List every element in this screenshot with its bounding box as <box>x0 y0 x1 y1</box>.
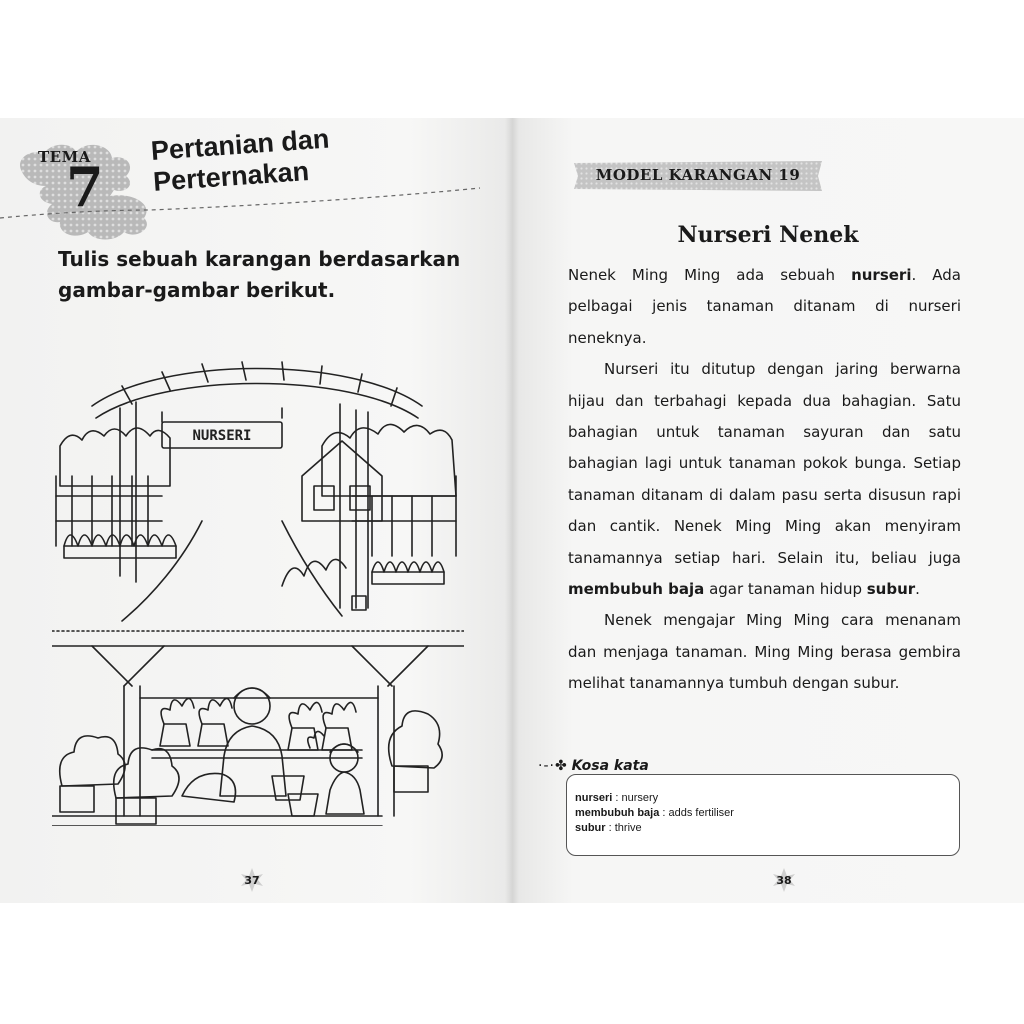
instruction-line-2: gambar-gambar berikut. <box>58 278 336 302</box>
right-page <box>512 118 1024 903</box>
tema-number: 7 <box>66 155 104 219</box>
essay-paragraph-3 <box>568 605 961 699</box>
essay-text: Nenek Ming Ming ada sebuah <box>568 266 852 284</box>
essay-keyword: subur <box>866 580 916 599</box>
essay-body <box>568 260 961 700</box>
nursery-illustration <box>52 346 464 826</box>
kosa-item <box>575 791 734 806</box>
model-banner <box>574 161 822 191</box>
instruction-text <box>58 244 478 306</box>
page-number-left-text: 37 <box>244 874 260 887</box>
essay-text: agar tanaman hidup <box>704 580 867 599</box>
theme-title-line-2: Perternakan <box>152 156 310 197</box>
book-spread <box>0 118 1024 903</box>
instruction-line-1: Tulis sebuah karangan berdasarkan <box>58 247 461 271</box>
kosa-kata-heading-text: Kosa kata <box>571 758 649 774</box>
essay-paragraph-1 <box>568 260 961 354</box>
essay-paragraph-2 <box>568 354 961 605</box>
page-number-left <box>232 866 272 896</box>
kosa-term: subur <box>575 822 606 834</box>
kosa-meaning: : thrive <box>605 822 642 834</box>
essay-text: . Ada pelbagai jenis tanaman ditanam di nurseri neneknya. <box>568 266 961 347</box>
kosa-term: membubuh baja <box>575 807 660 819</box>
kosa-item <box>575 821 734 836</box>
kosa-meaning: : nursery <box>612 792 659 804</box>
page-number-right <box>764 866 804 896</box>
kosa-kata-box <box>566 774 960 856</box>
bottom-scene-planting <box>52 646 464 826</box>
essay-keyword: nurseri <box>851 266 912 284</box>
essay-text: . <box>915 580 920 599</box>
left-page <box>0 118 512 903</box>
page-number-right-text: 38 <box>776 874 792 887</box>
essay-keyword: membubuh baja <box>568 580 705 599</box>
kosa-item <box>575 806 734 821</box>
nursery-sign-text: NURSERI <box>192 428 252 444</box>
essay-text: Nenek mengajar Ming Ming cara menanam dan menjaga tanaman. Ming Ming berasa gembira melihat tanamannya tumbuh dengan subur. <box>568 611 961 693</box>
model-label: MODEL KARANGAN 19 <box>595 166 801 184</box>
top-scene-nursery-gate <box>52 362 464 631</box>
kosa-kata-heading <box>538 758 649 774</box>
essay-text: Nurseri itu ditutup dengan jaring berwarna hijau dan terbahagi kepada dua bahagian. Satu bahagian untuk tanaman sayuran dan satu bahagian lagi untuk tanaman pokok bunga. Setiap tanaman ditanam di dalam pasu serta disusun rapi dan cantik. Nenek Ming Ming akan menyiram tanamannya setiap hari. Selain itu, beliau juga <box>568 360 961 567</box>
dashed-divider <box>0 118 512 238</box>
kosa-kata-list <box>575 791 734 836</box>
kosa-term: nurseri <box>575 792 613 804</box>
tema-label: TEMA <box>38 148 91 166</box>
theme-title-line-1: Pertanian dan <box>150 123 331 166</box>
essay-title: Nurseri Nenek <box>677 222 859 248</box>
kosa-dots-icon: ·-· <box>538 758 555 774</box>
book-gutter <box>505 118 519 903</box>
clover-icon: ✤ <box>554 758 567 774</box>
kosa-meaning: : adds fertiliser <box>659 807 734 819</box>
